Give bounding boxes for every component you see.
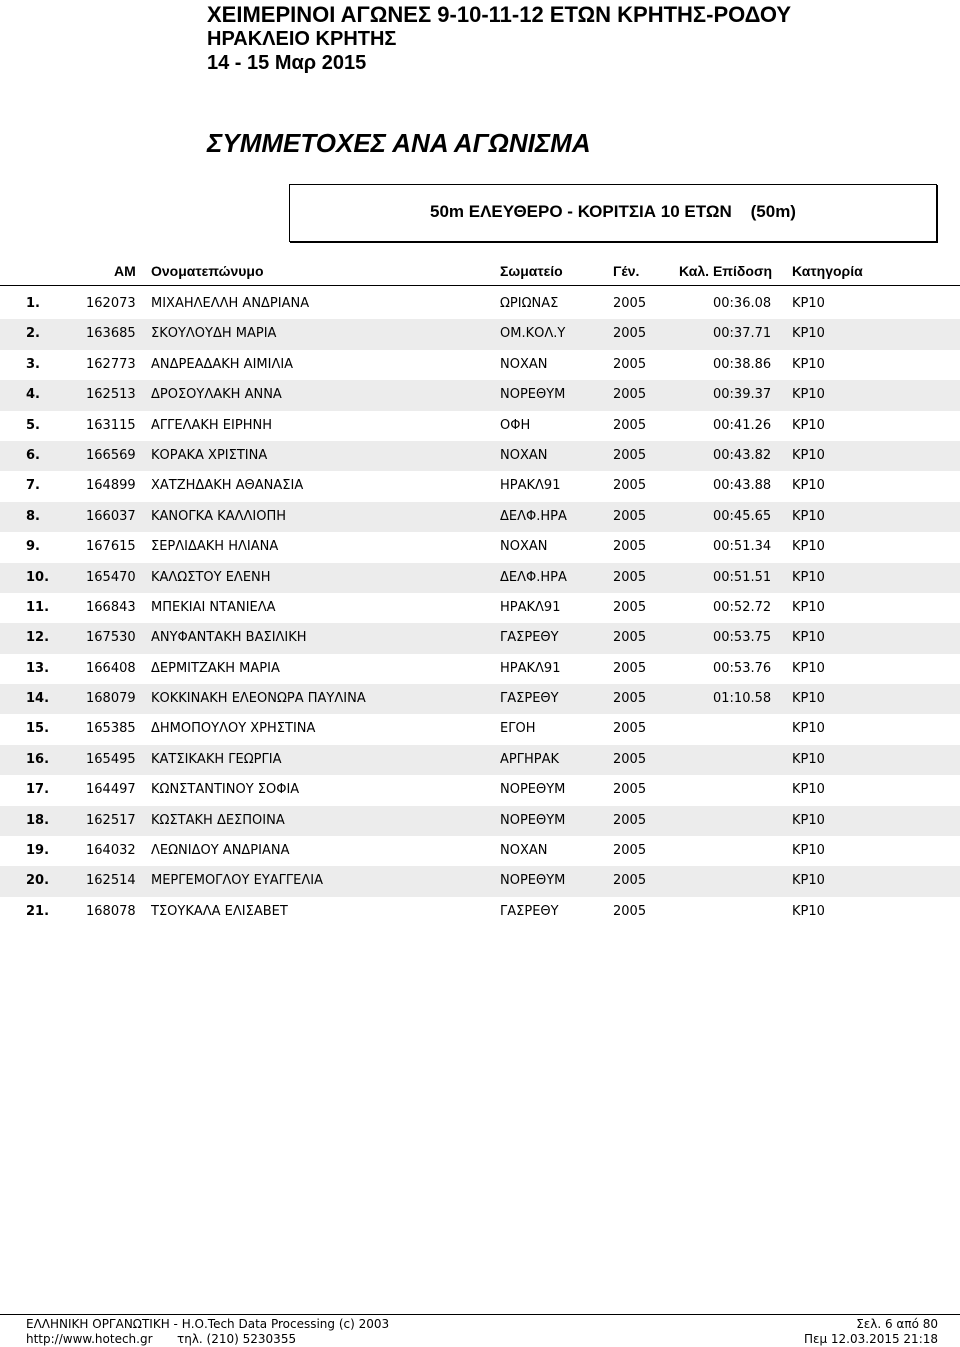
- meet-title: ΧΕΙΜΕΡΙΝΟΙ ΑΓΩΝΕΣ 9-10-11-12 ΕΤΩΝ ΚΡΗΤΗΣ-ΡΟΔΟΥ: [207, 2, 792, 27]
- row-am: 168079: [86, 691, 136, 707]
- row-year: 2005: [613, 326, 647, 342]
- table-row: [0, 866, 960, 896]
- row-position: 18.: [26, 812, 50, 828]
- row-entry-time: 01:10.58: [713, 691, 772, 707]
- row-am: 162513: [86, 387, 136, 403]
- row-position: 9.: [26, 539, 40, 555]
- row-entry-time: 00:43.88: [713, 478, 772, 494]
- row-club: ΝΟΡΕΘΥΜ: [500, 782, 566, 798]
- row-club: ΝΟΡΕΘΥΜ: [500, 812, 566, 828]
- row-club: ΓΑΣΡΕΘΥ: [500, 903, 559, 919]
- row-name: ΚΑΤΣΙΚΑΚΗ ΓΕΩΡΓΙΑ: [151, 751, 282, 767]
- footer-print-date: Πεμ 12.03.2015 21:18: [803, 1332, 938, 1346]
- footer: [0, 1314, 960, 1347]
- row-year: 2005: [613, 812, 647, 828]
- row-category: ΚΡ10: [792, 296, 825, 311]
- row-position: 19.: [26, 843, 50, 859]
- row-category: ΚΡ10: [792, 812, 825, 828]
- row-am: 166569: [86, 447, 136, 463]
- row-category: ΚΡ10: [792, 599, 825, 615]
- row-position: 3.: [26, 356, 40, 372]
- table-row: [0, 593, 960, 623]
- row-name: ΔΕΡΜΙΤΖΑΚΗ ΜΑΡΙΑ: [151, 660, 280, 676]
- row-name: ΑΝΥΦΑΝΤΑΚΗ ΒΑΣΙΛΙΚΗ: [151, 630, 307, 646]
- footer-website: http://www.hotech.gr: [26, 1332, 153, 1346]
- row-club: ΗΡΑΚΛ91: [500, 660, 561, 676]
- row-name: ΧΑΤΖΗΔΑΚΗ ΑΘΑΝΑΣΙΑ: [151, 478, 304, 494]
- row-am: 164497: [86, 782, 136, 798]
- row-year: 2005: [613, 691, 647, 707]
- row-club: ΗΡΑΚΛ91: [500, 599, 561, 615]
- table-row: [0, 532, 960, 562]
- column-club: Σωματείο: [500, 263, 563, 279]
- row-year: 2005: [613, 387, 647, 403]
- row-category: ΚΡ10: [792, 660, 825, 676]
- row-name: ΑΝΔΡΕΑΔΑΚΗ ΑΙΜΙΛΙΑ: [151, 356, 294, 372]
- row-club: ΟΜ.ΚΟΛ.Υ: [500, 326, 566, 342]
- row-entry-time: 00:45.65: [713, 508, 772, 524]
- row-position: 6.: [26, 447, 40, 463]
- row-position: 21.: [26, 903, 50, 919]
- row-year: 2005: [613, 417, 647, 433]
- row-year: 2005: [613, 630, 647, 646]
- row-am: 167530: [86, 630, 136, 646]
- table-row: [0, 714, 960, 744]
- row-club: ΗΡΑΚΛ91: [500, 478, 561, 494]
- table-row: [0, 441, 960, 471]
- row-am: 162073: [86, 296, 136, 311]
- row-position: 13.: [26, 660, 50, 676]
- row-year: 2005: [613, 539, 647, 555]
- row-category: ΚΡ10: [792, 569, 825, 585]
- row-category: ΚΡ10: [792, 721, 825, 737]
- row-am: 168078: [86, 903, 136, 919]
- meet-dates: 14 - 15 Μαρ 2015: [207, 52, 367, 74]
- row-entry-time: 00:51.34: [713, 539, 772, 555]
- row-club: ΝΟΧΑΝ: [500, 356, 548, 372]
- row-year: 2005: [613, 296, 647, 311]
- row-position: 7.: [26, 478, 40, 494]
- row-am: 164899: [86, 478, 136, 494]
- table-row: [0, 806, 960, 836]
- row-entry-time: 00:39.37: [713, 387, 772, 403]
- row-club: ΝΟΡΕΘΥΜ: [500, 387, 566, 403]
- row-category: ΚΡ10: [792, 478, 825, 494]
- row-name: ΚΩΝΣΤΑΝΤΙΝΟΥ ΣΟΦΙΑ: [151, 782, 300, 798]
- row-category: ΚΡ10: [792, 873, 825, 889]
- table-row: [0, 623, 960, 653]
- row-club: ΑΡΓΗΡΑΚ: [500, 751, 560, 767]
- row-position: 17.: [26, 782, 50, 798]
- row-entry-time: 00:37.71: [713, 326, 772, 342]
- row-category: ΚΡ10: [792, 387, 825, 403]
- row-year: 2005: [613, 721, 647, 737]
- row-name: ΚΩΣΤΑΚΗ ΔΕΣΠΟΙΝΑ: [151, 812, 285, 828]
- table-row: [0, 471, 960, 501]
- event-title: 50m ΕΛΕΥΘΕΡΟ - ΚΟΡΙΤΣΙΑ 10 ΕΤΩΝ (50m): [430, 202, 796, 221]
- column-header-row: [0, 261, 960, 286]
- table-row: [0, 775, 960, 805]
- row-am: 166408: [86, 660, 136, 676]
- row-year: 2005: [613, 843, 647, 859]
- column-year: Γέν.: [613, 263, 640, 279]
- row-category: ΚΡ10: [792, 417, 825, 433]
- footer-page-number: Σελ. 6 από 80: [856, 1317, 938, 1331]
- row-name: ΣΕΡΛΙΔΑΚΗ ΗΛΙΑΝΑ: [151, 539, 279, 555]
- row-am: 165495: [86, 751, 136, 767]
- row-category: ΚΡ10: [792, 630, 825, 646]
- row-name: ΜΙΧΑΗΛΕΛΛΗ ΑΝΔΡΙΑΝΑ: [151, 296, 310, 311]
- table-row: [0, 654, 960, 684]
- row-position: 10.: [26, 569, 50, 585]
- row-am: 167615: [86, 539, 136, 555]
- row-position: 1.: [26, 296, 40, 311]
- row-name: ΛΕΩΝΙΔΟΥ ΑΝΔΡΙΑΝΑ: [151, 843, 290, 859]
- footer-phone: τηλ. (210) 5230355: [177, 1332, 297, 1346]
- row-club: ΕΓΟΗ: [500, 721, 536, 737]
- entries-table: [0, 289, 960, 927]
- column-name: Ονοματεπώνυμο: [151, 263, 264, 279]
- row-name: ΚΑΛΩΣΤΟΥ ΕΛΕΝΗ: [151, 569, 271, 585]
- table-row: [0, 897, 960, 927]
- row-position: 8.: [26, 508, 40, 524]
- row-entry-time: 00:36.08: [713, 296, 772, 311]
- column-entry-time: Καλ. Επίδοση: [679, 263, 773, 279]
- row-club: ΔΕΛΦ.ΗΡΑ: [500, 508, 567, 524]
- row-name: ΚΟΚΚΙΝΑΚΗ ΕΛΕΟΝΩΡΑ ΠΑΥΛΙΝΑ: [151, 691, 366, 707]
- row-year: 2005: [613, 599, 647, 615]
- row-am: 166843: [86, 599, 136, 615]
- row-position: 4.: [26, 387, 40, 403]
- table-row: [0, 684, 960, 714]
- row-club: ΝΟΧΑΝ: [500, 447, 548, 463]
- row-position: 15.: [26, 721, 50, 737]
- row-category: ΚΡ10: [792, 447, 825, 463]
- row-position: 5.: [26, 417, 40, 433]
- row-name: ΔΗΜΟΠΟΥΛΟΥ ΧΡΗΣΤΙΝΑ: [151, 721, 316, 737]
- column-am: ΑΜ: [114, 263, 136, 279]
- row-entry-time: 00:41.26: [713, 417, 772, 433]
- table-row: [0, 563, 960, 593]
- meet-location: ΗΡΑΚΛΕΙΟ ΚΡΗΤΗΣ: [207, 28, 397, 50]
- row-year: 2005: [613, 356, 647, 372]
- row-name: ΚΑΝΟΓΚΑ ΚΑΛΛΙΟΠΗ: [151, 508, 286, 524]
- row-am: 165470: [86, 569, 136, 585]
- table-row: [0, 289, 960, 319]
- row-position: 2.: [26, 326, 40, 342]
- row-am: 165385: [86, 721, 136, 737]
- document-title: ΣΥΜΜΕΤΟΧΕΣ ΑΝΑ ΑΓΩΝΙΣΜΑ: [207, 128, 591, 158]
- row-am: 166037: [86, 508, 136, 524]
- row-year: 2005: [613, 660, 647, 676]
- row-club: ΝΟΧΑΝ: [500, 539, 548, 555]
- row-year: 2005: [613, 903, 647, 919]
- row-am: 163685: [86, 326, 136, 342]
- row-year: 2005: [613, 508, 647, 524]
- row-position: 20.: [26, 873, 50, 889]
- row-position: 14.: [26, 691, 50, 707]
- row-name: ΔΡΟΣΟΥΛΑΚΗ ΑΝΝΑ: [151, 387, 282, 403]
- event-box: [289, 184, 937, 242]
- row-name: ΜΕΡΓΕΜΟΓΛΟΥ ΕΥΑΓΓΕΛΙΑ: [151, 873, 323, 889]
- row-club: ΝΟΧΑΝ: [500, 843, 548, 859]
- row-entry-time: 00:53.76: [713, 660, 772, 676]
- row-name: ΤΣΟΥΚΑΛΑ ΕΛΙΣΑΒΕΤ: [151, 903, 288, 919]
- row-club: ΔΕΛΦ.ΗΡΑ: [500, 569, 567, 585]
- table-row: [0, 350, 960, 380]
- row-club: ΓΑΣΡΕΘΥ: [500, 691, 559, 707]
- row-year: 2005: [613, 569, 647, 585]
- row-category: ΚΡ10: [792, 691, 825, 707]
- row-name: ΣΚΟΥΛΟΥΔΗ ΜΑΡΙΑ: [151, 326, 277, 342]
- row-entry-time: 00:38.86: [713, 356, 772, 372]
- row-am: 162517: [86, 812, 136, 828]
- row-category: ΚΡ10: [792, 843, 825, 859]
- row-year: 2005: [613, 751, 647, 767]
- row-club: ΝΟΡΕΘΥΜ: [500, 873, 566, 889]
- column-category: Κατηγορία: [792, 263, 863, 279]
- row-club: ΓΑΣΡΕΘΥ: [500, 630, 559, 646]
- row-entry-time: 00:53.75: [713, 630, 772, 646]
- row-category: ΚΡ10: [792, 903, 825, 919]
- row-name: ΜΠΕΚΙΑΙ ΝΤΑΝΙΕΛΑ: [151, 599, 276, 615]
- table-row: [0, 319, 960, 349]
- row-entry-time: 00:43.82: [713, 447, 772, 463]
- row-position: 12.: [26, 630, 50, 646]
- row-club: ΩΡΙΩΝΑΣ: [500, 296, 559, 311]
- row-category: ΚΡ10: [792, 356, 825, 372]
- table-row: [0, 411, 960, 441]
- row-category: ΚΡ10: [792, 539, 825, 555]
- row-category: ΚΡ10: [792, 326, 825, 342]
- row-category: ΚΡ10: [792, 508, 825, 524]
- row-am: 162514: [86, 873, 136, 889]
- row-name: ΑΓΓΕΛΑΚΗ ΕΙΡΗΝΗ: [151, 417, 272, 433]
- table-row: [0, 836, 960, 866]
- row-name: ΚΟΡΑΚΑ ΧΡΙΣΤΙΝΑ: [151, 447, 268, 463]
- row-position: 16.: [26, 751, 50, 767]
- row-entry-time: 00:52.72: [713, 599, 772, 615]
- row-am: 163115: [86, 417, 136, 433]
- table-row: [0, 380, 960, 410]
- row-club: ΟΦΗ: [500, 417, 531, 433]
- row-entry-time: 00:51.51: [713, 569, 772, 585]
- table-row: [0, 745, 960, 775]
- row-year: 2005: [613, 447, 647, 463]
- row-am: 162773: [86, 356, 136, 372]
- table-row: [0, 502, 960, 532]
- row-year: 2005: [613, 782, 647, 798]
- row-category: ΚΡ10: [792, 782, 825, 798]
- row-am: 164032: [86, 843, 136, 859]
- row-position: 11.: [26, 599, 50, 615]
- row-category: ΚΡ10: [792, 751, 825, 767]
- row-year: 2005: [613, 873, 647, 889]
- footer-organization: ΕΛΛΗΝΙΚΗ ΟΡΓΑΝΩΤΙΚΗ - Η.Ο.Tech Data Processing (c) 2003: [26, 1317, 390, 1331]
- row-year: 2005: [613, 478, 647, 494]
